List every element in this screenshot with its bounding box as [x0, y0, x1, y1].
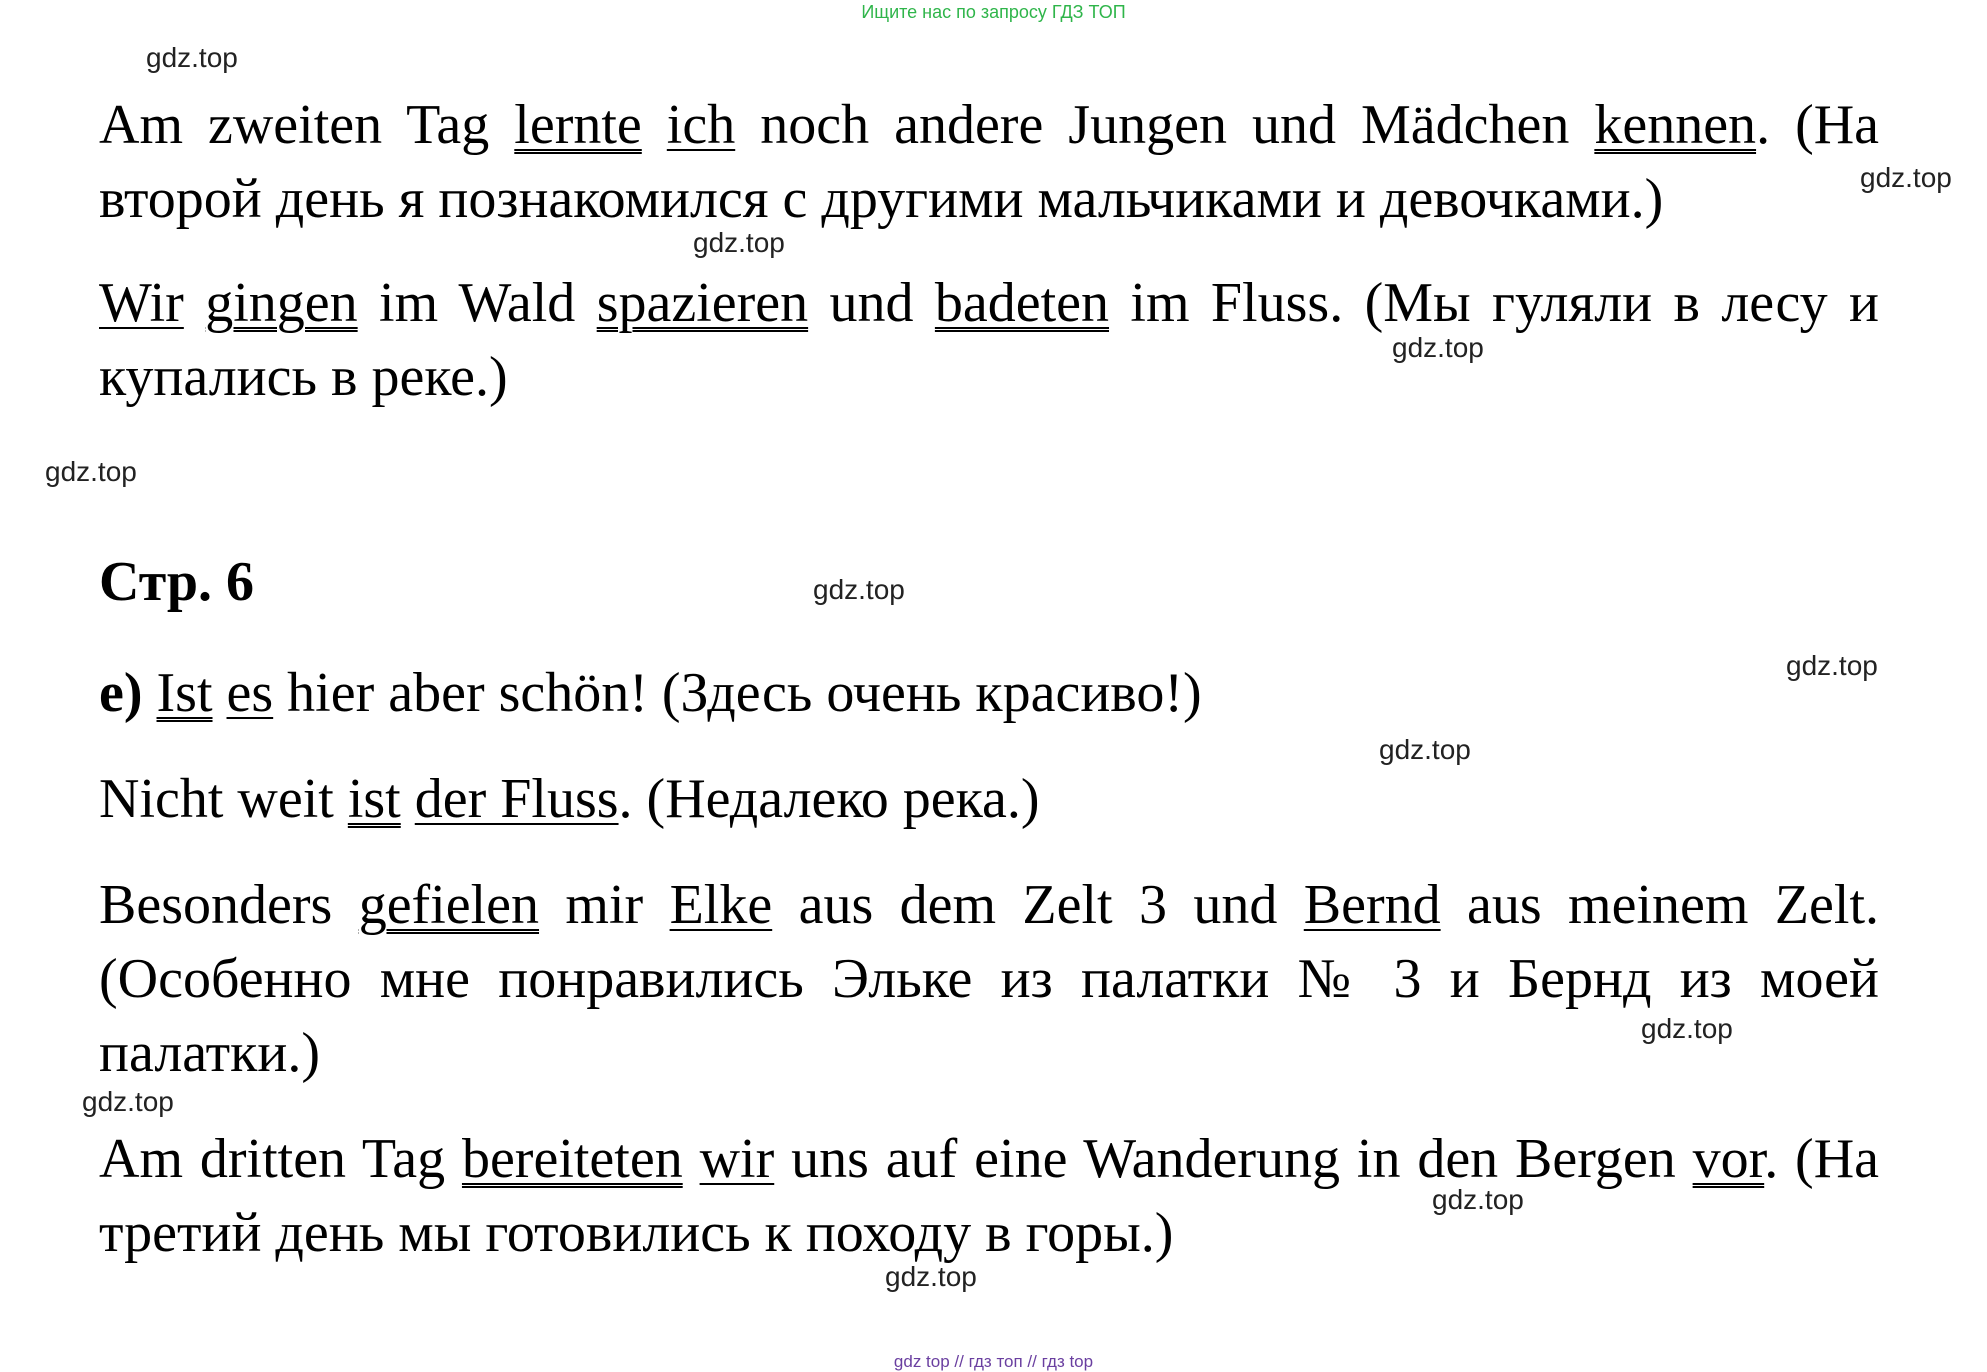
- underlined-word: gefielen: [358, 874, 540, 936]
- underlined-word: spazieren: [596, 272, 809, 334]
- watermark: gdz.top: [1641, 1013, 1733, 1044]
- underlined-word: badeten: [934, 272, 1110, 334]
- watermark: gdz.top: [885, 1261, 977, 1292]
- text-segment: [184, 272, 205, 334]
- watermark: gdz.top: [82, 1086, 174, 1117]
- text-segment: Nicht weit: [99, 768, 348, 830]
- text-segment: und: [808, 272, 935, 334]
- text-segment: . (На третий день мы готовились к походу в горы.): [99, 1128, 1880, 1264]
- watermark: gdz.top: [1786, 650, 1878, 681]
- underlined-word: kennen: [1594, 94, 1757, 156]
- underlined-word: Bernd: [1303, 874, 1441, 936]
- text-segment: im Wald: [357, 272, 597, 334]
- paragraph-2: [99, 266, 1879, 414]
- paragraph-1: [99, 88, 1879, 236]
- text-segment: [401, 768, 415, 830]
- text-segment: aus meinem Zelt. (Особенно мне понравились Эльке из палатки № 3 и Бернд из моей палатки.): [99, 874, 1879, 1084]
- text-segment: hier aber schön! (Здесь очень красиво!): [273, 662, 1202, 724]
- page-heading: Стр. 6: [99, 551, 255, 613]
- underlined-word: lernte: [514, 94, 642, 156]
- watermark: gdz.top: [1379, 734, 1471, 765]
- underlined-word: der Fluss: [414, 768, 619, 830]
- underlined-word: ist: [347, 768, 401, 830]
- text-segment: mir: [539, 874, 670, 936]
- text-segment: . (На второй день я познакомился с другими мальчиками и девочками.): [99, 94, 1880, 230]
- watermark: gdz.top: [45, 456, 137, 487]
- text-segment: [143, 662, 157, 724]
- watermark: gdz.top: [146, 42, 238, 73]
- text-segment: uns auf eine Wanderung in den Bergen: [774, 1128, 1693, 1190]
- underlined-word: es: [226, 662, 274, 724]
- text-segment: Am zweiten Tag: [99, 94, 515, 156]
- paragraph-6: [99, 1122, 1879, 1270]
- top-banner: Ищите нас по запросу ГДЗ ТОП: [861, 2, 1126, 22]
- text-segment: Am dritten Tag: [99, 1128, 462, 1190]
- paragraph-3: [99, 656, 1879, 730]
- exercise-label: e): [99, 662, 143, 724]
- underlined-word: gingen: [205, 272, 358, 334]
- footer-links: gdz top // гдз топ // гдз top: [893, 1352, 1094, 1371]
- watermark: gdz.top: [1432, 1184, 1524, 1215]
- underlined-word: ich: [666, 94, 736, 156]
- watermark: gdz.top: [1392, 332, 1484, 363]
- underlined-word: vor: [1692, 1128, 1765, 1190]
- text-segment: . (Недалеко река.): [618, 768, 1040, 830]
- paragraph-4: [99, 762, 1879, 836]
- underlined-word: bereiteten: [461, 1128, 683, 1190]
- watermark: gdz.top: [1860, 162, 1952, 193]
- underlined-word: Ist: [156, 662, 213, 724]
- underlined-word: Elke: [669, 874, 773, 936]
- underlined-word: wir: [699, 1128, 775, 1190]
- text-segment: noch andere Jungen und Mädchen: [735, 94, 1595, 156]
- text-segment: Besonders: [99, 874, 359, 936]
- text-segment: [642, 94, 667, 156]
- text-segment: [213, 662, 227, 724]
- text-segment: [683, 1128, 700, 1190]
- paragraph-5: [99, 868, 1879, 1090]
- watermark: gdz.top: [813, 574, 905, 605]
- watermark: gdz.top: [693, 227, 785, 258]
- text-segment: aus dem Zelt 3 und: [772, 874, 1304, 936]
- text-segment: im Fluss. (Мы гуляли в лесу и купались в реке.): [99, 272, 1880, 408]
- underlined-word: Wir: [99, 272, 184, 334]
